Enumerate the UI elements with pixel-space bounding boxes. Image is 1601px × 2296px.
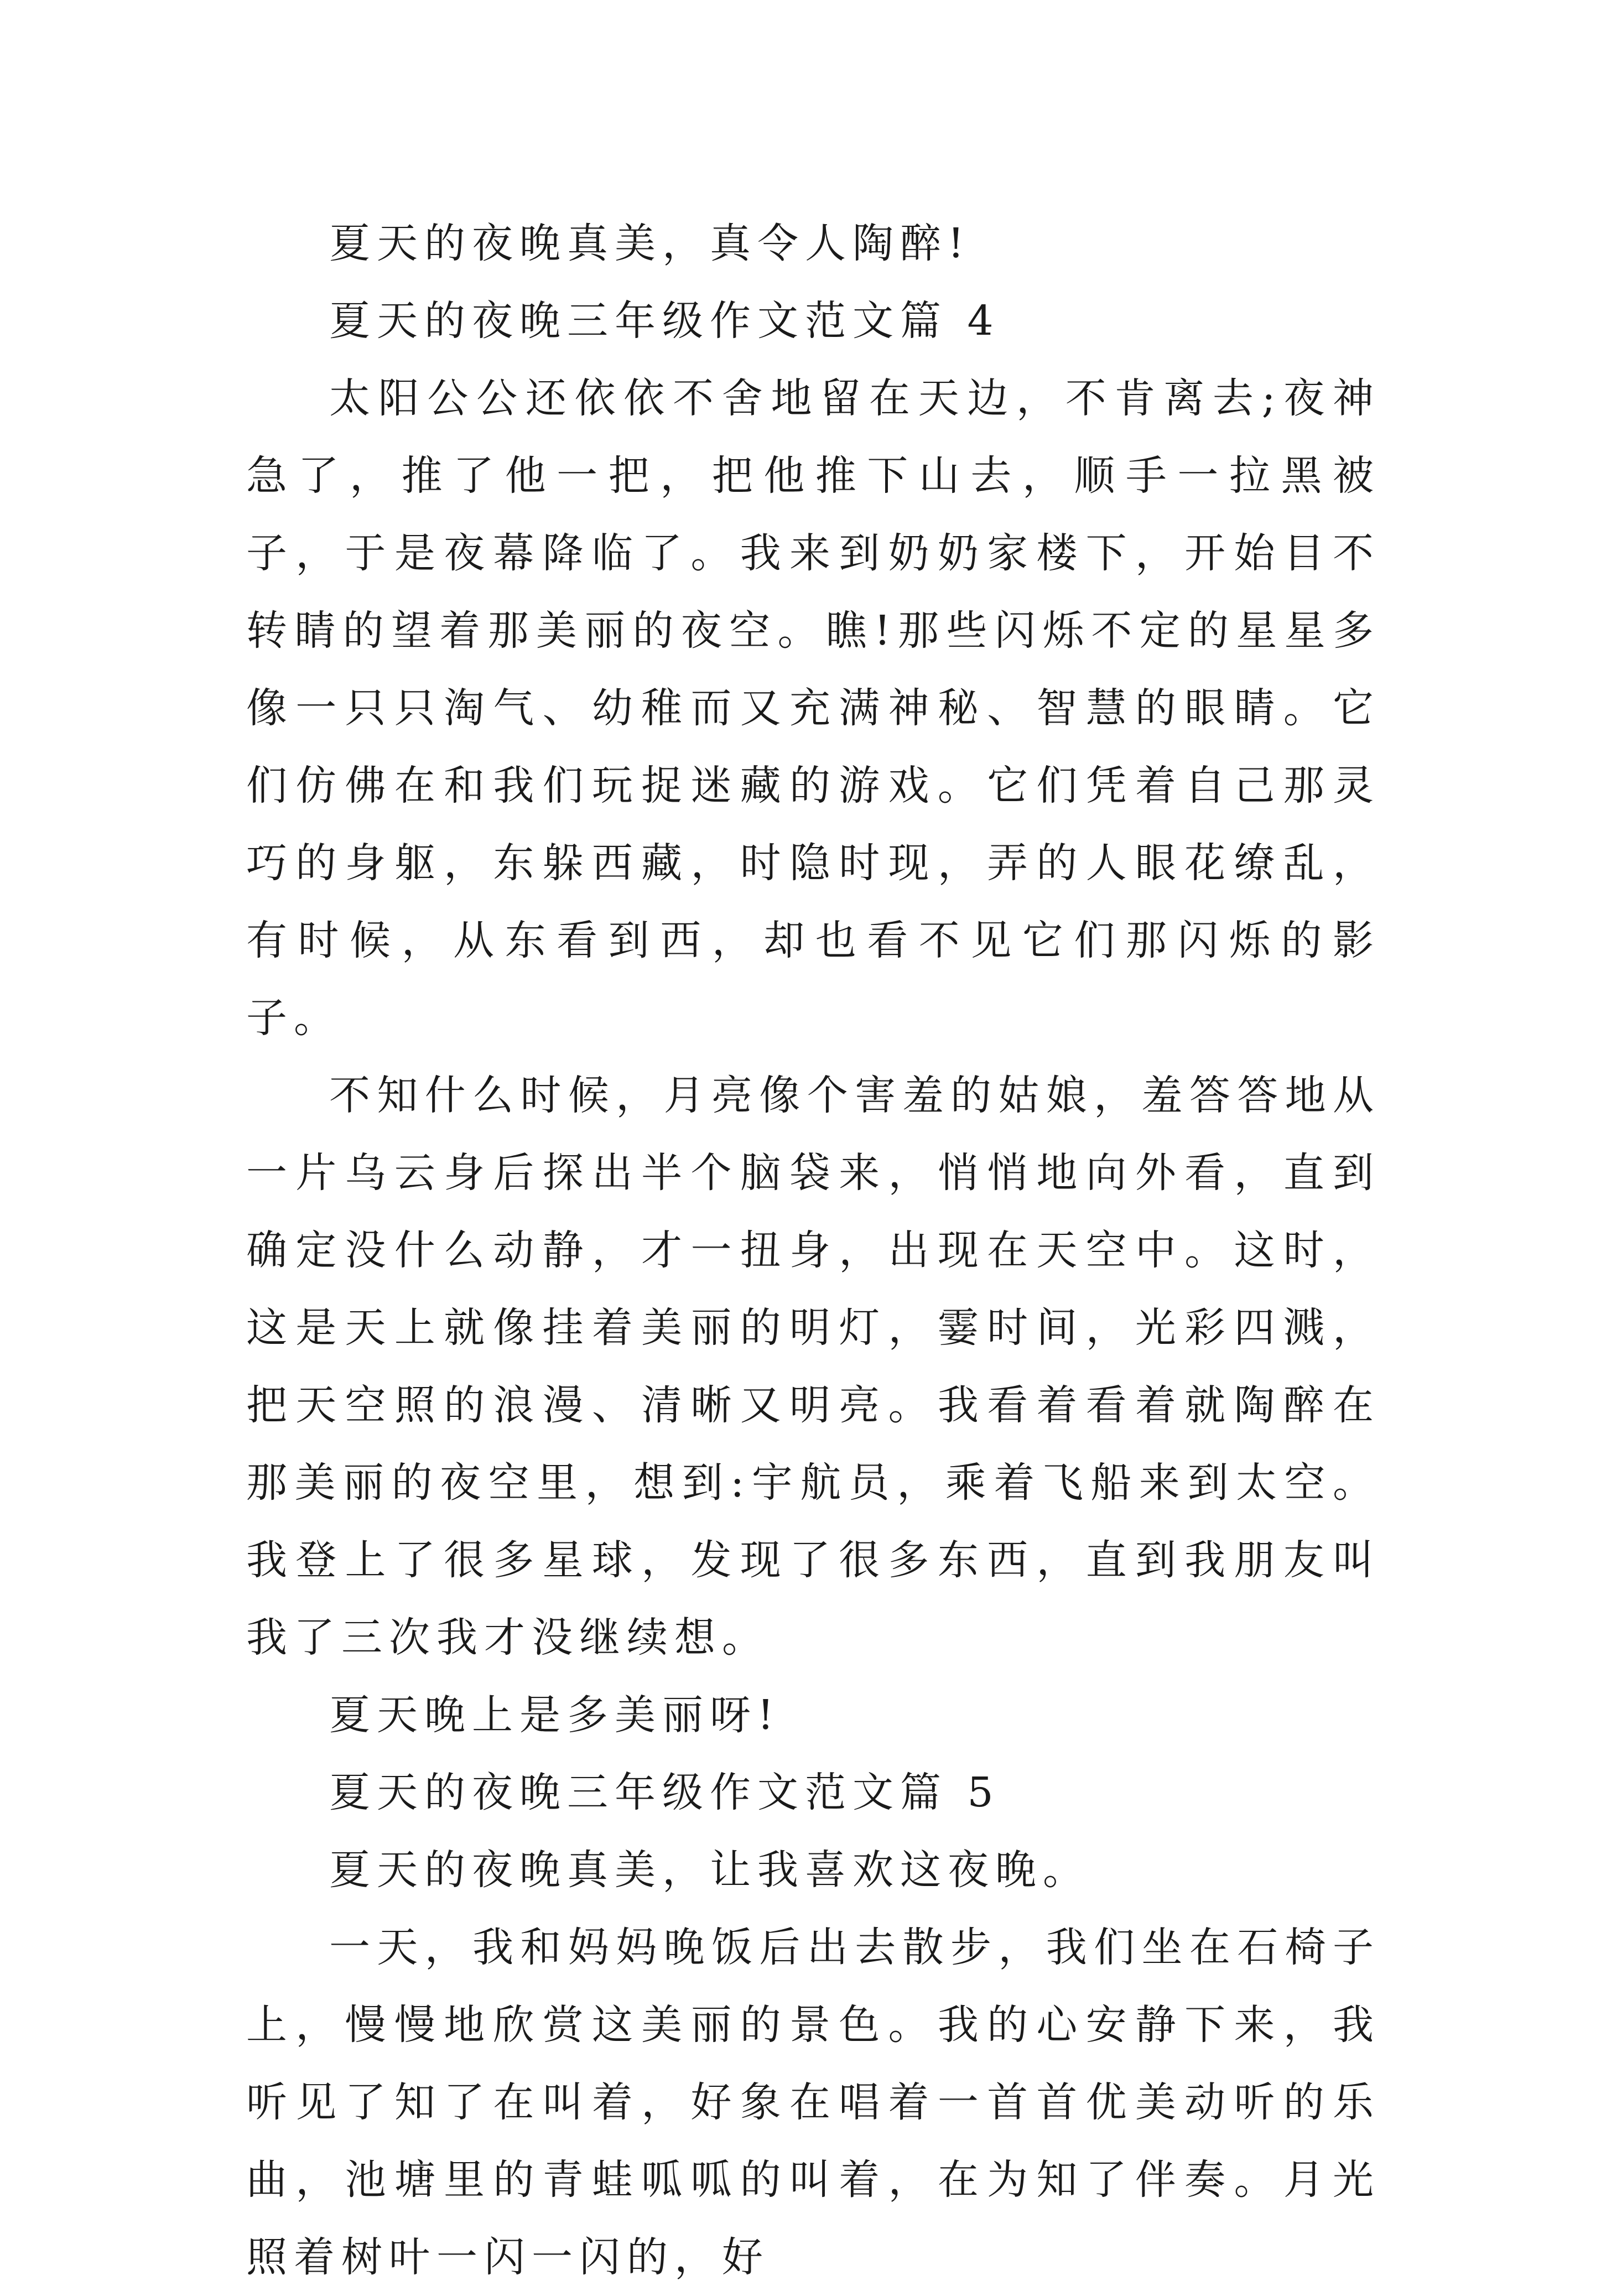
document-body [246,205,1380,2296]
paragraph: 不知什么时候，月亮像个害羞的姑娘，羞答答地从一片乌云身后探出半个脑袋来，悄悄地向外看，直到确定没什么动静，才一扭身，出现在天空中。这时，这是天上就像挂着美丽的明灯，霎时间，光彩四溅，把天空照的浪漫、清晰又明亮。我看着看着就陶醉在那美丽的夜空里，想到:宇航员，乘着飞船来到太空。我登上了很多星球，发现了很多东西，直到我朋友叫我了三次我才没继续想。 [246,1072,1380,1661]
paragraph: 太阳公公还依依不舍地留在天边，不肯离去;夜神急了，推了他一把，把他推下山去，顺手一拉黑被子，于是夜幕降临了。我来到奶奶家楼下，开始目不转睛的望着那美丽的夜空。瞧!那些闪烁不定的星星多像一只只淘气、幼稚而又充满神秘、智慧的眼睛。它们仿佛在和我们玩捉迷藏的游戏。它们凭着自己那灵巧的身躯，东躲西藏，时隐时现，弄的人眼花缭乱，有时候，从东看到西，却也看不见它们那闪烁的影子。 [246,375,1380,1042]
paragraph: 一天，我和妈妈晚饭后出去散步，我们坐在石椅子上，慢慢地欣赏这美丽的景色。我的心安静下来，我听见了知了在叫着，好象在唱着一首首优美动听的乐曲，池塘里的青蛙呱呱的叫着，在为知了伴奏。月光照着树叶一闪一闪的，好 [246,1924,1380,2281]
paragraph-closing-line: 夏天的夜晚真美，真令人陶醉! [329,220,971,267]
section-heading-5: 夏天的夜晚三年级作文范文篇 5 [329,1769,1000,1816]
paragraph: 夏天的夜晚真美，让我喜欢这夜晚。 [329,1846,1090,1894]
paragraph-closing-line: 夏天晚上是多美丽呀! [329,1691,781,1739]
section-heading-4: 夏天的夜晚三年级作文范文篇 4 [329,297,1000,345]
